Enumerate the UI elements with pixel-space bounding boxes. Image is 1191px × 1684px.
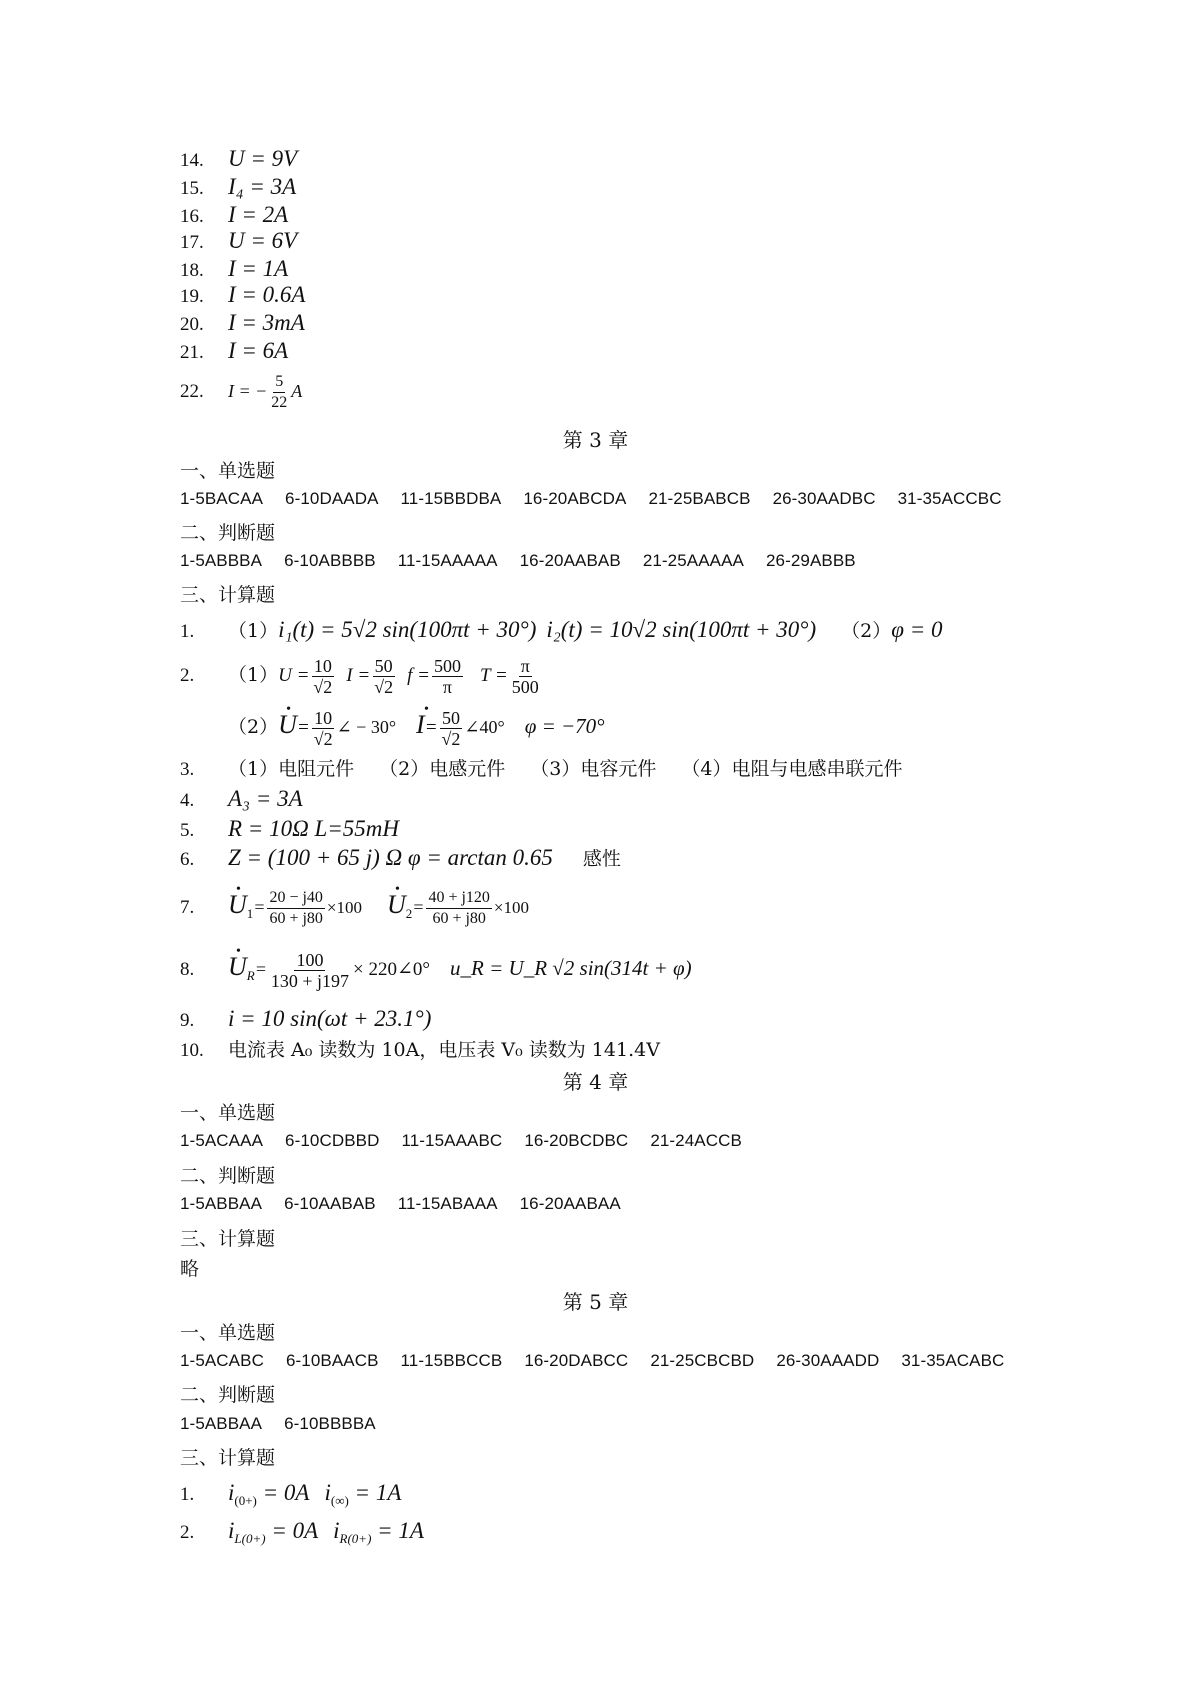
calc-item-3 [180, 756, 902, 783]
answer-group: 21-25BABCB [648, 489, 751, 508]
equals-sign: = [253, 897, 266, 918]
calc-item-1 [180, 1480, 401, 1514]
item-expression: I = 2A [228, 202, 289, 227]
answer-group: 6-10AABAB [284, 1194, 376, 1213]
answer-group: 31-35ACCBC [897, 489, 1002, 508]
fraction-numerator: 10 [313, 656, 332, 676]
subscript: 2 [405, 906, 413, 922]
answer-item-16 [180, 202, 288, 230]
answer-group: 1-5ABBBA [180, 551, 263, 570]
formula-i1: i₁(t) = 5√2 sin(100πt + 30°) [278, 617, 537, 642]
item-number: 8. [180, 959, 195, 981]
item-note: 感性 [582, 848, 621, 870]
answer-group: 11-15ABAAA [397, 1194, 498, 1213]
true-false-answers [180, 551, 878, 571]
section-calculation: 三、计算题 [180, 584, 276, 606]
section-true-false: 二、判断题 [180, 522, 276, 544]
item-expression: U = 9V [228, 146, 298, 171]
answer-group: 1-5ABBAA [180, 1414, 263, 1433]
calc-item-2-part1 [180, 656, 543, 697]
angle: ∠40° [464, 717, 505, 738]
item-expression: I = − [228, 381, 268, 402]
answer-item-19 [180, 282, 305, 310]
answer-group: 6-10CDBBD [285, 1131, 380, 1150]
item-number: 1. [180, 621, 195, 642]
answer-item-17 [180, 228, 297, 256]
answer-group: 1-5BACAA [180, 489, 264, 508]
calc-item-8 [180, 950, 692, 991]
item-number: 14. [180, 150, 204, 171]
fraction-numerator: 50 [374, 656, 393, 676]
fraction-denominator: 60 + j80 [269, 910, 323, 927]
answer-group: 6-10BBBBA [284, 1414, 376, 1433]
answer-item-14 [180, 146, 297, 174]
part-label: （1） [228, 664, 279, 687]
answer-group: 16-20AABAA [519, 1194, 621, 1213]
formula-phi: φ = 0 [891, 617, 943, 642]
item-expression: i = 10 sin(ωt + 23.1°) [228, 1006, 432, 1031]
formula-label: I = [346, 665, 371, 687]
answer-group: 1-5ABBAA [180, 1194, 263, 1213]
angle: ∠ − 30° [336, 717, 397, 738]
answer-item-18 [180, 256, 288, 284]
calc-item-2-part2 [228, 708, 605, 749]
calc-item-1 [180, 617, 943, 645]
item-number: 1. [180, 1484, 195, 1505]
subscript: (∞) [330, 1493, 349, 1508]
item-number: 5. [180, 820, 195, 841]
item-expression: A₃ = 3A [228, 786, 303, 811]
subscript: (0+) [234, 1493, 257, 1508]
item-text: （1）电阻元件 （2）电感元件 （3）电容元件 （4）电阻与电感串联元件 [228, 758, 903, 780]
answer-item-20 [180, 310, 305, 338]
answer-group: 1-5ACAAA [180, 1131, 264, 1150]
item-unit: A [291, 381, 303, 402]
item-number: 18. [180, 260, 204, 281]
multiplier: ×100 [493, 898, 529, 918]
part-label: （1） [228, 620, 279, 642]
fraction-denominator: 22 [271, 394, 288, 411]
multiplier: × 220∠0° [353, 959, 431, 981]
item-expression: I = 6A [228, 338, 289, 363]
section-true-false: 二、判断题 [180, 1165, 276, 1187]
item-number: 2. [180, 665, 195, 687]
answer-group: 26-30AAADD [776, 1351, 880, 1370]
answer-group: 16-20AABAB [519, 551, 621, 570]
single-choice-answers [180, 1351, 1026, 1371]
item-expression: I = 1A [228, 256, 289, 281]
section-single-choice: 一、单选题 [180, 460, 276, 482]
phasor-UR: • U [228, 954, 247, 980]
item-expression: U = 6V [228, 228, 298, 253]
answer-item-21 [180, 338, 288, 366]
answer-item-22 [180, 372, 302, 413]
current-value: = 0A [265, 1518, 319, 1543]
current-symbol: i [333, 1518, 340, 1543]
formula-label: T = [479, 665, 508, 687]
fraction-denominator: 500 [511, 677, 539, 697]
answer-group: 21-25CBCBD [650, 1351, 755, 1370]
fraction-numerator: 10 [314, 708, 333, 728]
fraction-denominator: π [442, 677, 452, 697]
answer-group: 26-30AADBC [772, 489, 876, 508]
calc-item-2 [180, 1518, 424, 1552]
answer-group: 31-35ACABC [901, 1351, 1005, 1370]
answer-group: 21-25AAAAA [642, 551, 744, 570]
formula-label: f = [407, 665, 430, 687]
equals-sign: = [254, 959, 267, 980]
item-number: 10. [180, 1040, 204, 1061]
item-expression: I = 0.6A [228, 282, 306, 307]
equals-sign: = [424, 717, 438, 739]
formula-i2: i₂(t) = 10√2 sin(100πt + 30°) [546, 617, 817, 642]
fraction-denominator: √2 [441, 729, 461, 749]
fraction-numerator: 50 [441, 708, 460, 728]
phasor-U: • U [278, 712, 297, 738]
item-number: 21. [180, 342, 204, 363]
fraction-numerator: π [520, 656, 530, 676]
fraction-numerator: 5 [273, 372, 285, 393]
calc-item-6 [180, 845, 621, 873]
item-expression: R = 10Ω L=55mH [228, 816, 399, 841]
item-number: 16. [180, 206, 204, 227]
answer-group: 6-10ABBBB [284, 551, 376, 570]
item-number: 2. [180, 1522, 195, 1543]
fraction-denominator: √2 [313, 729, 333, 749]
current-symbol: i [228, 1480, 235, 1505]
answer-group: 1-5ACABC [180, 1351, 264, 1370]
true-false-answers [180, 1414, 398, 1434]
phasor-U2: • U [387, 892, 406, 918]
current-symbol: i [324, 1480, 331, 1505]
fraction-numerator: 500 [433, 656, 461, 676]
subscript: 1 [246, 906, 254, 922]
equals-sign: = [296, 717, 310, 739]
single-choice-answers [180, 489, 1024, 509]
answer-group: 26-29ABBB [766, 551, 856, 570]
fraction-numerator: 100 [296, 950, 324, 970]
formula-uR: u_R = U_R √2 sin(314t + φ) [450, 956, 692, 981]
current-value: = 1A [371, 1518, 424, 1543]
single-choice-answers [180, 1131, 764, 1151]
formula-label: U = [278, 665, 310, 687]
subscript: R(0+) [339, 1531, 372, 1546]
item-number: 15. [180, 178, 204, 199]
section-calculation: 三、计算题 [180, 1228, 276, 1250]
fraction-denominator: 130 + j197 [270, 971, 350, 991]
answer-group: 11-15AAABC [401, 1131, 503, 1150]
calculation-omitted: 略 [180, 1258, 200, 1280]
answer-group: 16-20BCDBC [524, 1131, 629, 1150]
answer-group: 21-24ACCB [650, 1131, 742, 1150]
formula-phi: φ = −70° [524, 714, 605, 739]
current-value: = 1A [348, 1480, 402, 1505]
true-false-answers [180, 1194, 643, 1214]
item-expression: I₄ = 3A [228, 174, 297, 199]
equals-sign: = [412, 897, 425, 918]
item-number: 22. [180, 381, 204, 403]
calc-item-10 [180, 1037, 660, 1064]
answer-group: 6-10BAACB [285, 1351, 379, 1370]
subscript: R [246, 968, 255, 984]
item-expression: I = 3mA [228, 310, 305, 335]
item-number: 20. [180, 314, 204, 335]
fraction-numerator: 40 + j120 [426, 888, 491, 909]
item-number: 3. [180, 759, 195, 780]
calc-item-7 [180, 888, 529, 929]
calc-item-5 [180, 816, 399, 844]
answer-group: 11-15AAAAA [397, 551, 498, 570]
item-number: 17. [180, 232, 204, 253]
fraction-denominator: √2 [374, 677, 394, 697]
current-symbol: i [228, 1518, 235, 1543]
section-single-choice: 一、单选题 [180, 1322, 276, 1344]
multiplier: ×100 [326, 898, 362, 918]
answer-item-15 [180, 174, 296, 202]
fraction-denominator: √2 [313, 677, 333, 697]
part-label: （2） [841, 620, 892, 642]
item-number: 19. [180, 286, 204, 307]
section-calculation: 三、计算题 [180, 1447, 276, 1469]
calc-item-9 [180, 1006, 431, 1034]
item-text: 电流表 A₀ 读数为 10A，电压表 V₀ 读数为 141.4V [228, 1039, 660, 1061]
phasor-U1: • U [228, 892, 247, 918]
part-label: （2） [228, 716, 279, 739]
section-true-false: 二、判断题 [180, 1384, 276, 1406]
item-expression: Z = (100 + 65 j) Ω φ = arctan 0.65 [228, 845, 553, 870]
chapter-4-title: 第 4 章 [562, 1070, 629, 1094]
answer-group: 16-20DABCC [524, 1351, 629, 1370]
item-number: 9. [180, 1010, 195, 1031]
answer-group: 11-15BBDBA [400, 489, 502, 508]
chapter-5-title: 第 5 章 [562, 1290, 629, 1314]
item-number: 6. [180, 849, 195, 870]
calc-item-4 [180, 786, 303, 814]
fraction-numerator: 20 − j40 [267, 888, 324, 909]
answer-group: 6-10DAADA [285, 489, 379, 508]
current-value: = 0A [256, 1480, 310, 1505]
fraction-denominator: 60 + j80 [432, 910, 486, 927]
item-number: 4. [180, 790, 195, 811]
subscript: L(0+) [234, 1531, 266, 1546]
phasor-I: • I [416, 712, 425, 738]
section-single-choice: 一、单选题 [180, 1102, 276, 1124]
item-number: 7. [180, 897, 195, 919]
chapter-3-title: 第 3 章 [562, 428, 629, 452]
answer-group: 11-15BBCCB [400, 1351, 503, 1370]
answer-group: 16-20ABCDA [523, 489, 627, 508]
